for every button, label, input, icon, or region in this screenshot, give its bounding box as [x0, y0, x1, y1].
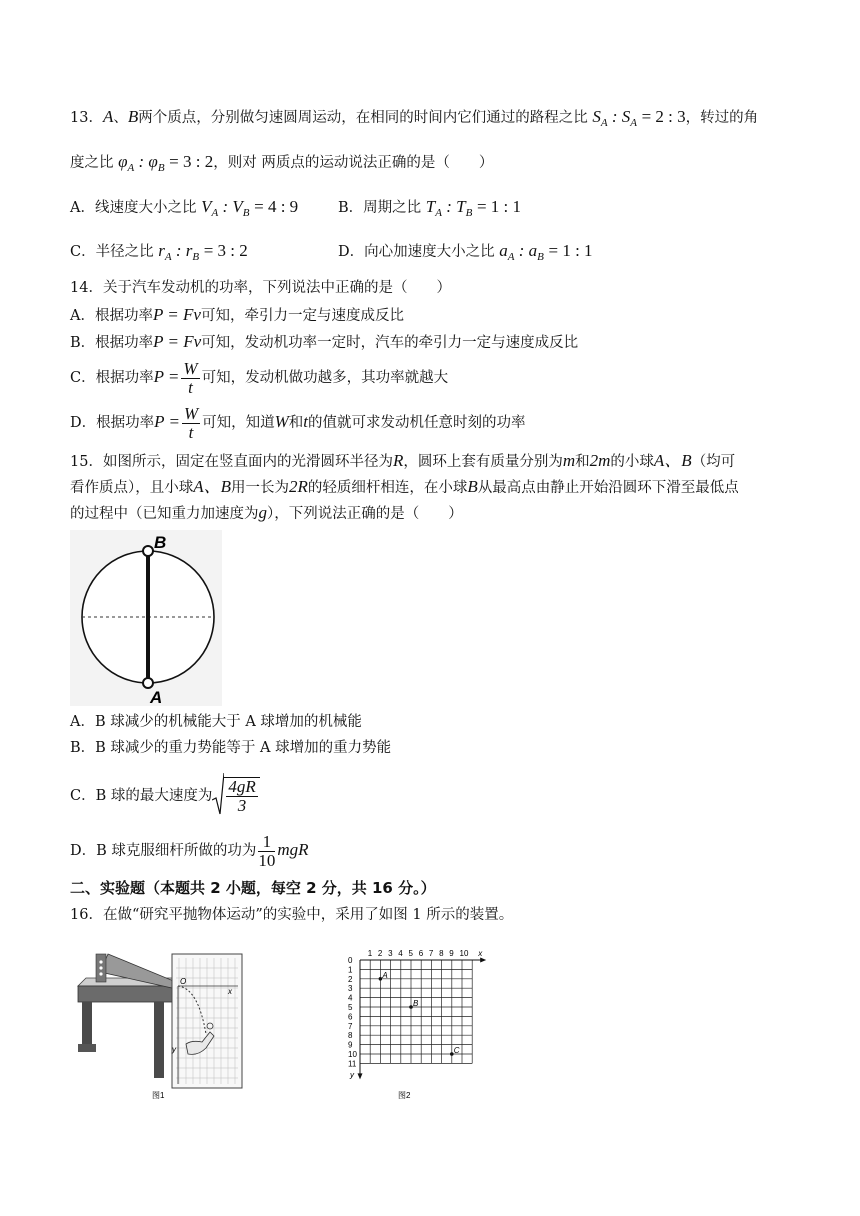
- x-tick-label: 8: [439, 949, 444, 958]
- opt-text: C．B 球的最大速度为: [70, 788, 213, 804]
- var-a: A: [102, 107, 114, 126]
- frac-den: 3: [237, 796, 247, 815]
- table-leg: [154, 1002, 164, 1078]
- opt-ratio: = 3 : 2: [203, 241, 248, 260]
- q15-line1: [70, 451, 735, 472]
- var-w: W: [274, 412, 289, 431]
- t: 和: [575, 454, 590, 470]
- q13-option-a: [70, 197, 298, 223]
- q13-text: 两个质点，分别做匀速圆周运动，在相同的时间内它们通过的路程之比: [138, 110, 588, 126]
- table-leg-base: [78, 1044, 96, 1052]
- q13-text2: ，转过的角: [685, 110, 759, 126]
- y-tick-label: 8: [348, 1031, 353, 1041]
- y-tick-label: 0: [348, 956, 353, 965]
- y-tick-label: 4: [348, 993, 353, 1003]
- section-title: 二、实验题（本题共 2 小题，每空 2 分，共 16 分。）: [70, 879, 436, 897]
- frac-num: W: [183, 358, 198, 378]
- apparatus-figure: [72, 944, 250, 1100]
- var-2r: 2R: [289, 477, 308, 496]
- label-a: A: [150, 688, 163, 706]
- q13-line2: [70, 152, 493, 178]
- sqrt-sign: [212, 772, 224, 816]
- x-tick-label: 7: [428, 949, 434, 958]
- table-edge: [78, 986, 172, 1002]
- x-tick-label: 2: [377, 949, 383, 958]
- q13-option-c: [70, 241, 248, 267]
- ball-b: [143, 546, 153, 556]
- t: （均可: [691, 454, 736, 470]
- frac-num: W: [183, 403, 199, 423]
- var-ab: A、B: [193, 477, 232, 496]
- var-b: B: [467, 477, 478, 496]
- sep: 、: [113, 110, 128, 126]
- q15-option-a: A．B 球减少的机械能大于 A 球增加的机械能: [70, 714, 362, 730]
- q13-line2-text2: ，则对: [213, 155, 257, 171]
- q13-line2-text: 度之比: [70, 155, 114, 171]
- opt-text: B．根据功率: [70, 335, 154, 351]
- y-tick-label: 5: [348, 1003, 353, 1012]
- q14-stem: 14．关于汽车发动机的功率，下列说法中正确的是（ ）: [70, 280, 451, 296]
- y-tick-label: 3: [348, 984, 353, 994]
- q15-option-c: [70, 772, 260, 820]
- opt-text2: 可知，知道: [202, 415, 275, 431]
- label-y: y: [172, 1045, 176, 1054]
- var-t: t: [303, 412, 309, 431]
- q13-line1: [70, 107, 758, 133]
- label-x: x: [228, 987, 232, 996]
- opt-text: D．B 球克服细杆所做的功为: [70, 843, 257, 859]
- formula: P =: [154, 412, 180, 431]
- formula: P = Fv: [152, 305, 201, 324]
- t: 的轻质细杆相连，在小球: [307, 480, 468, 496]
- x-arrow: [480, 958, 486, 963]
- opt-text3: 和: [288, 415, 304, 431]
- q13-angle-ratio: = 3 : 2: [169, 152, 214, 171]
- formula: P =: [153, 367, 180, 386]
- fraction: [258, 833, 275, 870]
- fraction: [182, 405, 200, 442]
- opt-ratio: = 1 : 1: [548, 241, 593, 260]
- var-b: B: [127, 107, 139, 126]
- opt-text2: 可知，发动机做功越多，其功率就越大: [201, 370, 449, 386]
- q15-option-b: B．B 球减少的重力势能等于 A 球增加的重力势能: [70, 740, 392, 756]
- data-point-label: C: [453, 1046, 460, 1055]
- x-tick-label: 6: [418, 949, 424, 958]
- sa-sym: $S_A$ : $S_A$: [592, 107, 637, 129]
- ball-a: [143, 678, 153, 688]
- r-sym: $r_A$ : $r_B$: [158, 241, 200, 263]
- y-tick-label: 6: [348, 1012, 353, 1022]
- var-m: m: [562, 451, 576, 470]
- table-leg: [82, 1002, 92, 1046]
- q15-option-d: [70, 828, 309, 873]
- opt-text: D．向心加速度大小之比: [338, 244, 495, 260]
- x-tick-label: 4: [398, 949, 403, 958]
- q16-stem: 16．在做“研究平抛物体运动”的实验中，采用了如图 1 所示的装置。: [70, 907, 514, 923]
- y-axis-label: y: [350, 1070, 354, 1080]
- q13-option-d: [338, 241, 593, 267]
- circle-rod-figure: [70, 530, 222, 706]
- y-tick-label: 11: [348, 1059, 357, 1069]
- t: 看作质点），且小球: [70, 480, 194, 496]
- x-tick-label: 1: [367, 949, 373, 958]
- opt-text: C．根据功率: [70, 370, 154, 386]
- var-g: g: [258, 503, 267, 522]
- frac-den: t: [188, 377, 193, 397]
- y-tick-label: 9: [348, 1040, 353, 1050]
- formula: P = Fv: [153, 332, 202, 351]
- x-tick-label: 5: [408, 949, 413, 958]
- label-o: O: [180, 977, 187, 986]
- fig2-caption: 图2: [398, 1091, 411, 1100]
- y-arrow: [358, 1073, 363, 1079]
- frac-num: 1: [258, 833, 275, 852]
- x-tick-label: 10: [459, 949, 469, 958]
- grid-figure: [336, 944, 488, 1100]
- var-ab: A、B: [653, 451, 692, 470]
- frac-den: t: [188, 422, 194, 442]
- mgr: mgR: [277, 840, 309, 859]
- q15-line3: [70, 503, 463, 524]
- opt-text2: 可知，牵引力一定与速度成反比: [200, 308, 404, 324]
- q13-line2-text3: 两质点的运动说法正确的是（ ）: [261, 155, 494, 171]
- q13-option-b: [338, 197, 521, 223]
- t: 的过程中（已知重力加速度为: [70, 506, 259, 522]
- y-tick-label: 2: [348, 974, 353, 984]
- q14-option-c: [70, 357, 448, 398]
- q14-option-d: [70, 402, 526, 443]
- t: 用一长为: [231, 480, 290, 496]
- q13-path-ratio: = 2 : 3: [641, 107, 686, 126]
- y-tick-label: 10: [348, 1050, 357, 1059]
- v-sym: $V_A$ : $V_B$: [201, 197, 250, 219]
- t: 从最高点由静止开始沿圆环下滑至最低点: [477, 480, 739, 496]
- t-sym: $T_A$ : $T_B$: [425, 197, 473, 219]
- var-2m: 2m: [589, 451, 611, 470]
- data-point-label: A: [382, 970, 388, 980]
- opt-text: B．周期之比: [338, 200, 422, 216]
- q13-number: 13．: [70, 110, 103, 126]
- var-r: R: [392, 451, 404, 470]
- data-point-label: B: [413, 999, 419, 1008]
- fig1-caption: 图1: [152, 1091, 165, 1100]
- y-tick-label: 7: [348, 1021, 353, 1031]
- a-sym: $a_A$ : $a_B$: [499, 241, 544, 263]
- sqrt: [212, 772, 259, 820]
- y-tick-label: 1: [348, 965, 353, 975]
- opt-text4: 的值就可求发动机任意时刻的功率: [308, 415, 526, 431]
- opt-ratio: = 4 : 9: [254, 197, 299, 216]
- x-tick-label: 3: [388, 949, 393, 958]
- frac-num: 4gR: [228, 777, 256, 796]
- t: ，圆环上套有质量分别为: [403, 454, 563, 470]
- opt-ratio: = 1 : 1: [476, 197, 521, 216]
- frac-den: 10: [258, 850, 276, 870]
- q15-line2: [70, 477, 739, 498]
- label-b: B: [154, 533, 167, 552]
- fraction: [181, 360, 199, 397]
- q14-option-b: [70, 332, 578, 353]
- opt-text: C．半径之比: [70, 244, 154, 260]
- phi-sym: $\varphi_A$ : $\varphi_B$: [118, 152, 165, 174]
- opt-text: A．线速度大小之比: [70, 200, 197, 216]
- opt-text: A．根据功率: [70, 308, 153, 324]
- q14-option-a: [70, 305, 404, 326]
- opt-text2: 可知，发动机功率一定时，汽车的牵引力一定与速度成反比: [201, 335, 579, 351]
- t: ），下列说法正确的是（ ）: [267, 506, 463, 522]
- t: 的小球: [610, 454, 654, 470]
- sqrt-frac: [224, 777, 259, 815]
- x-axis-label: x: [478, 949, 483, 958]
- opt-text: D．根据功率: [70, 415, 155, 431]
- t: 15．如图所示，固定在竖直面内的光滑圆环半径为: [70, 454, 393, 470]
- x-tick-label: 9: [449, 949, 454, 958]
